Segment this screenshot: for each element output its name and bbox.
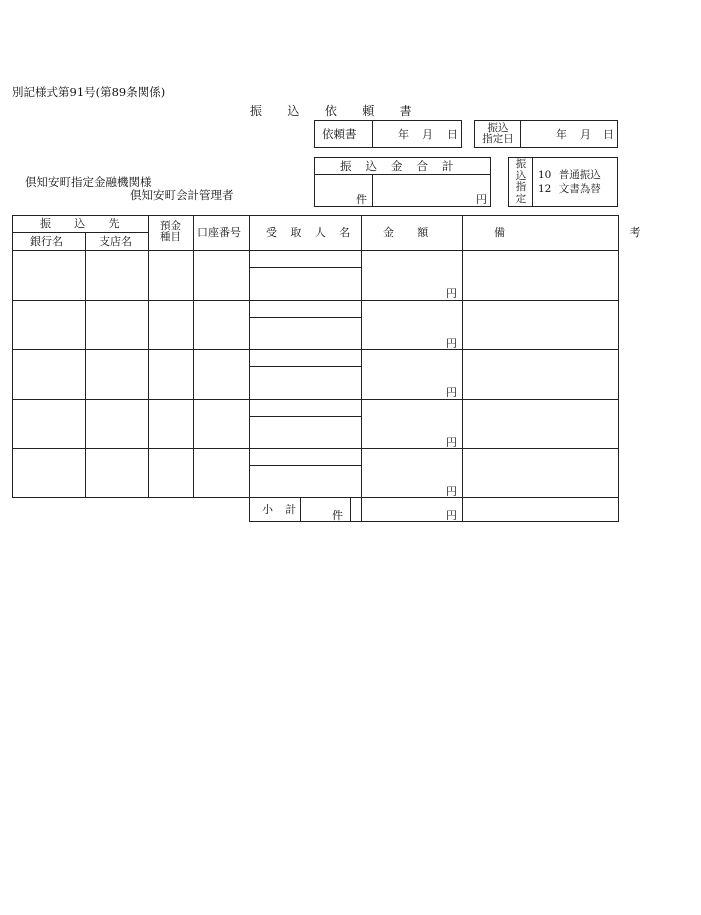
request-day: 日 [447, 128, 458, 141]
row-divider [12, 300, 619, 301]
header-remarks: 備 考 [494, 226, 701, 239]
type-option-document: 12 文書為替 [538, 183, 601, 195]
designated-label: 振込 指定日 [482, 122, 514, 145]
header-bank: 銀行名 [30, 235, 63, 248]
header-transfer-to: 振 込 先 [40, 217, 130, 230]
transfer-type-label: 振 込 指 定 [515, 158, 527, 205]
row-divider [12, 448, 619, 449]
type-option-normal: 10 普通振込 [538, 169, 601, 181]
recipient-subdivider [249, 416, 361, 417]
designated-year: 年 [556, 128, 567, 141]
recipient-subdivider [249, 267, 361, 268]
subtotal-count-unit: 件 [332, 509, 343, 522]
total-count-unit: 件 [356, 193, 367, 206]
header-branch: 支店名 [99, 235, 132, 248]
total-amount-unit: 円 [476, 193, 487, 206]
addressee-institution: 倶知安町指定金融機関様 [25, 175, 152, 189]
header-amount: 金 額 [383, 226, 439, 239]
subtotal-amount-unit: 円 [446, 509, 457, 522]
amount-yen-unit: 円 [446, 386, 457, 400]
request-month: 月 [422, 128, 433, 141]
amount-yen-unit: 円 [446, 485, 457, 499]
recipient-subdivider [249, 317, 361, 318]
header-recipient: 受 取 人 名 [266, 226, 356, 239]
transfer-table [12, 215, 619, 498]
recipient-subdivider [249, 366, 361, 367]
row-divider [12, 349, 619, 350]
amount-yen-unit: 円 [446, 336, 457, 350]
request-label: 依頼書 [322, 127, 357, 141]
form-title: 振 込 依 頼 書 [250, 104, 423, 118]
row-divider [12, 399, 619, 400]
addressee-manager: 倶知安町会計管理者 [130, 188, 234, 202]
amount-yen-unit: 円 [446, 287, 457, 300]
form-number: 別記様式第91号(第89条関係) [12, 85, 166, 99]
header-account-number: 口座番号 [197, 226, 241, 239]
subtotal-label: 小 計 [262, 503, 301, 516]
recipient-subdivider [249, 465, 361, 466]
total-title: 振 込 金 合 計 [340, 159, 459, 173]
header-deposit-type: 預金 種目 [160, 220, 181, 243]
designated-month: 月 [580, 128, 591, 141]
request-year: 年 [398, 128, 409, 141]
amount-yen-unit: 円 [446, 435, 457, 449]
designated-day: 日 [603, 128, 614, 141]
